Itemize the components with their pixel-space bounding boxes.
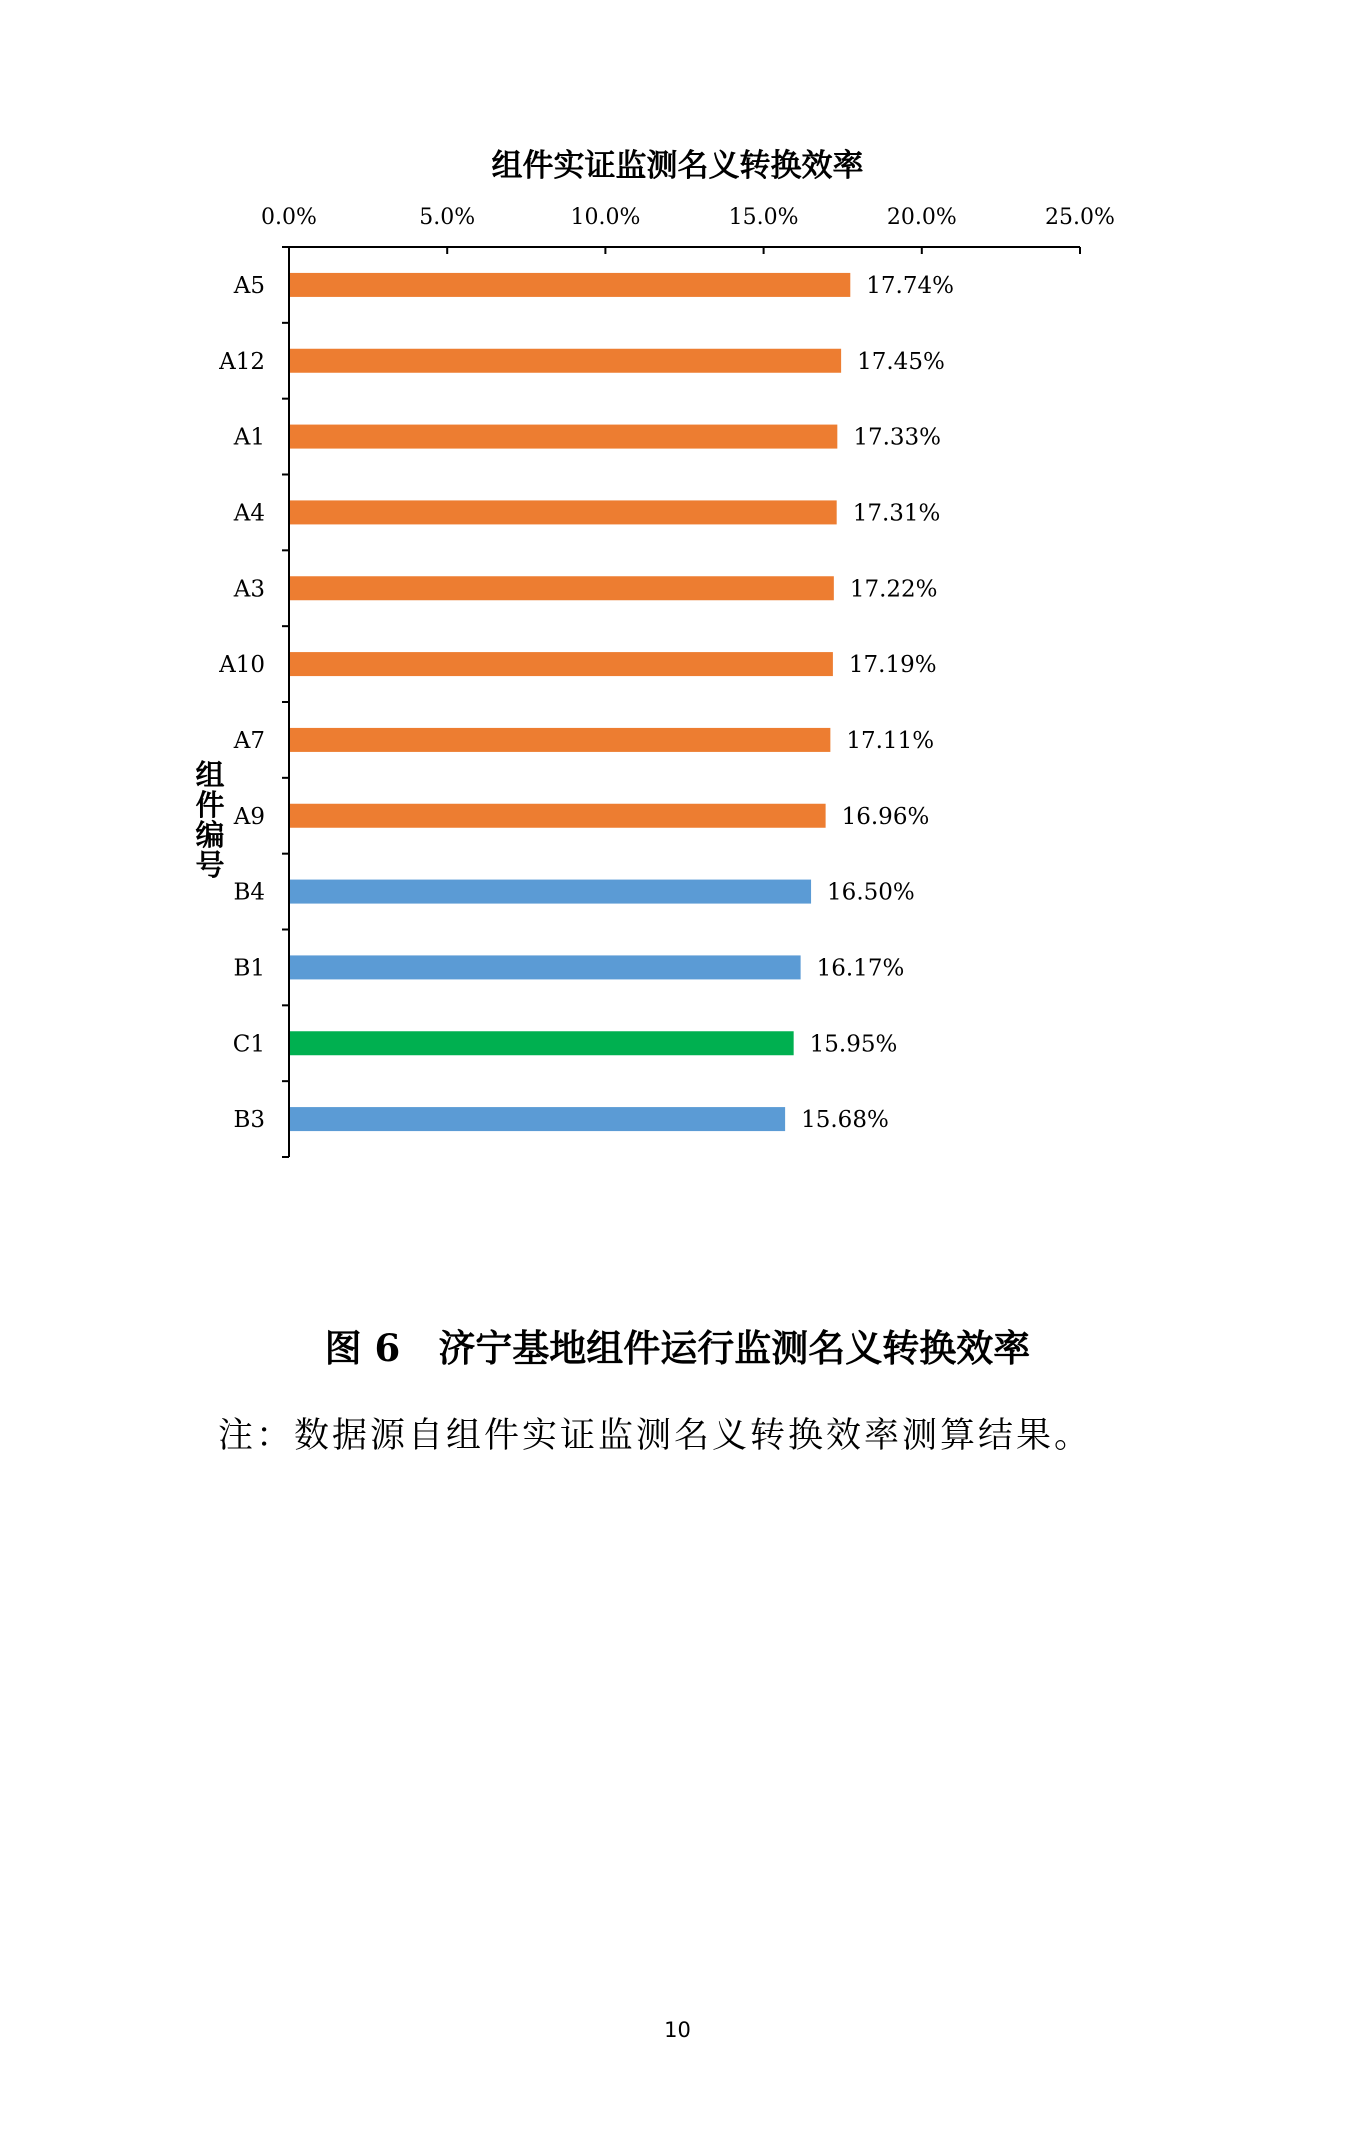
- data-label: 16.96%: [841, 803, 930, 830]
- bar: [290, 500, 837, 524]
- x-tick-label: 15.0%: [728, 205, 799, 230]
- category-label: A7: [233, 727, 265, 754]
- category-label: A5: [233, 272, 265, 299]
- category-label: C1: [232, 1031, 265, 1058]
- data-label: 17.11%: [846, 727, 935, 754]
- category-label: A12: [219, 348, 265, 375]
- category-label: B1: [233, 955, 265, 982]
- category-label: A9: [233, 803, 265, 830]
- category-label: A10: [219, 652, 265, 679]
- figure-note: 注：数据源自组件实证监测名义转换效率测算结果。: [218, 1416, 1093, 1456]
- data-label: 16.50%: [827, 879, 915, 906]
- bar: [290, 804, 826, 828]
- bar: [290, 1107, 785, 1131]
- page-number: 10: [664, 2018, 691, 2042]
- x-tick-label: 0.0%: [261, 205, 317, 230]
- category-label: B3: [233, 1107, 265, 1134]
- bar: [290, 728, 830, 752]
- bar: [290, 273, 850, 297]
- data-label: 17.31%: [852, 500, 941, 527]
- category-label: A3: [233, 576, 265, 603]
- category-label: A1: [233, 424, 265, 451]
- data-label: 15.95%: [809, 1031, 898, 1058]
- data-label: 17.22%: [849, 576, 938, 603]
- category-label: B4: [233, 879, 265, 906]
- category-label: A4: [233, 500, 265, 527]
- x-tick-label: 5.0%: [419, 205, 476, 230]
- bar: [290, 1031, 794, 1055]
- bar: [290, 880, 811, 904]
- y-axis-label: 组件编号: [195, 758, 225, 882]
- bar: [290, 955, 801, 979]
- data-label: 17.45%: [857, 348, 945, 375]
- bar: [290, 349, 841, 373]
- data-label: 17.74%: [866, 272, 954, 299]
- x-tick-label: 20.0%: [886, 205, 957, 230]
- figure-caption: [0, 1318, 1355, 1372]
- data-label: 17.33%: [853, 424, 942, 451]
- chart-title: 组件实证监测名义转换效率: [491, 148, 864, 184]
- x-tick-label: 10.0%: [570, 205, 641, 230]
- bar: [290, 652, 833, 676]
- data-label: 17.19%: [848, 652, 937, 679]
- data-label: 15.68%: [801, 1107, 889, 1134]
- bar: [290, 576, 834, 600]
- figure-caption-text: 济宁基地组件运行监测名义转换效率: [438, 1326, 1031, 1370]
- x-tick-label: 25.0%: [1045, 205, 1115, 230]
- bar: [290, 425, 837, 449]
- figure-number: 图 6: [324, 1326, 401, 1370]
- data-label: 16.17%: [816, 955, 905, 982]
